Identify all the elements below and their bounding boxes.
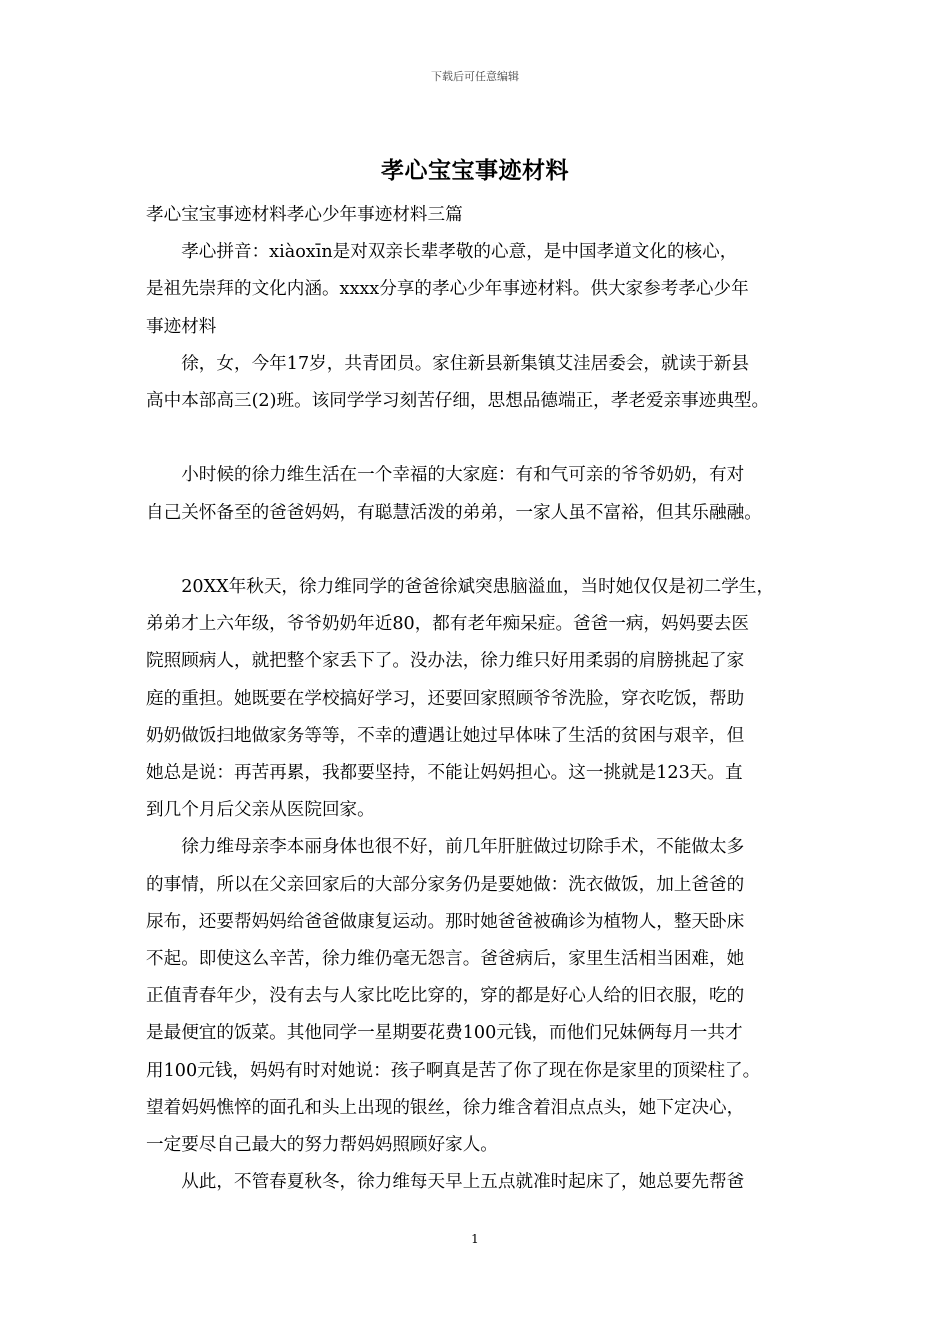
body-line: 弟弟才上六年级，爷爷奶奶年近80，都有老年痴呆症。爸爸一病，妈妈要去医 <box>146 614 749 635</box>
body-line: 一定要尽自己最大的努力帮妈妈照顾好家人。 <box>146 1135 498 1156</box>
body-line: 望着妈妈憔悴的面孔和头上出现的银丝，徐力维含着泪点点头，她下定决心， <box>146 1097 745 1118</box>
body-line: 高中本部高三(2)班。该同学学习刻苦仔细，思想品德端正，孝老爱亲事迹典型。 <box>146 391 770 412</box>
body-line: 奶奶做饭扫地做家务等等，不幸的遭遇让她过早体味了生活的贫困与艰辛，但 <box>146 725 745 746</box>
body-line: 事迹材料 <box>146 316 217 337</box>
body-line: 20XX年秋天，徐力维同学的爸爸徐斌突患脑溢血，当时她仅仅是初二学生， <box>146 577 775 597</box>
body-line: 院照顾病人，就把整个家丢下了。没办法，徐力维只好用柔弱的肩膀挑起了家 <box>146 651 745 672</box>
header-note: 下载后可任意编辑 <box>431 70 519 83</box>
body-line: 徐，女，今年17岁，共青团员。家住新县新集镇艾洼居委会，就读于新县 <box>146 353 749 374</box>
body-line: 自己关怀备至的爸爸妈妈，有聪慧活泼的弟弟，一家人虽不富裕，但其乐融融。 <box>146 502 762 523</box>
body-line: 正值青春年少，没有去与人家比吃比穿的，穿的都是好心人给的旧衣服，吃的 <box>146 986 745 1007</box>
body-line: 是祖先崇拜的文化内涵。xxxx分享的孝心少年事迹材料。供大家参考孝心少年 <box>146 279 749 300</box>
body-line: 的事情，所以在父亲回家后的大部分家务仍是要她做：洗衣做饭，加上爸爸的 <box>146 874 745 895</box>
document-body <box>146 197 826 1201</box>
body-line: 小时候的徐力维生活在一个幸福的大家庭：有和气可亲的爷爷奶奶，有对 <box>146 465 745 486</box>
body-line: 孝心拼音：xiàoxīn是对双亲长辈孝敬的心意，是中国孝道文化的核心， <box>146 242 738 263</box>
body-line: 是最便宜的饭菜。其他同学一星期要花费100元钱，而他们兄妹俩每月一共才 <box>146 1023 743 1044</box>
body-line: 她总是说：再苦再累，我都要坚持，不能让妈妈担心。这一挑就是123天。直 <box>146 763 743 784</box>
body-line: 尿布，还要帮妈妈给爸爸做康复运动。那时她爸爸被确诊为植物人，整天卧床 <box>146 911 745 932</box>
document-title: 孝心宝宝事迹材料 <box>381 157 569 184</box>
body-line: 庭的重担。她既要在学校搞好学习，还要回家照顾爷爷洗脸，穿衣吃饭，帮助 <box>146 688 745 709</box>
body-line: 到几个月后父亲从医院回家。 <box>146 800 375 821</box>
paragraph-gap <box>146 420 826 457</box>
paragraph-gap <box>146 532 826 569</box>
body-line: 从此，不管春夏秋冬，徐力维每天早上五点就准时起床了，她总要先帮爸 <box>146 1172 745 1193</box>
page-number: 1 <box>471 1232 479 1246</box>
body-line: 用100元钱，妈妈有时对她说：孩子啊真是苦了你了现在你是家里的顶梁柱了。 <box>146 1060 761 1081</box>
body-line: 孝心宝宝事迹材料孝心少年事迹材料三篇 <box>146 205 463 225</box>
body-line: 徐力维母亲李本丽身体也很不好，前几年肝脏做过切除手术，不能做太多 <box>146 837 745 858</box>
body-line: 不起。即使这么辛苦，徐力维仍毫无怨言。爸爸病后，家里生活相当困难，她 <box>146 949 745 970</box>
